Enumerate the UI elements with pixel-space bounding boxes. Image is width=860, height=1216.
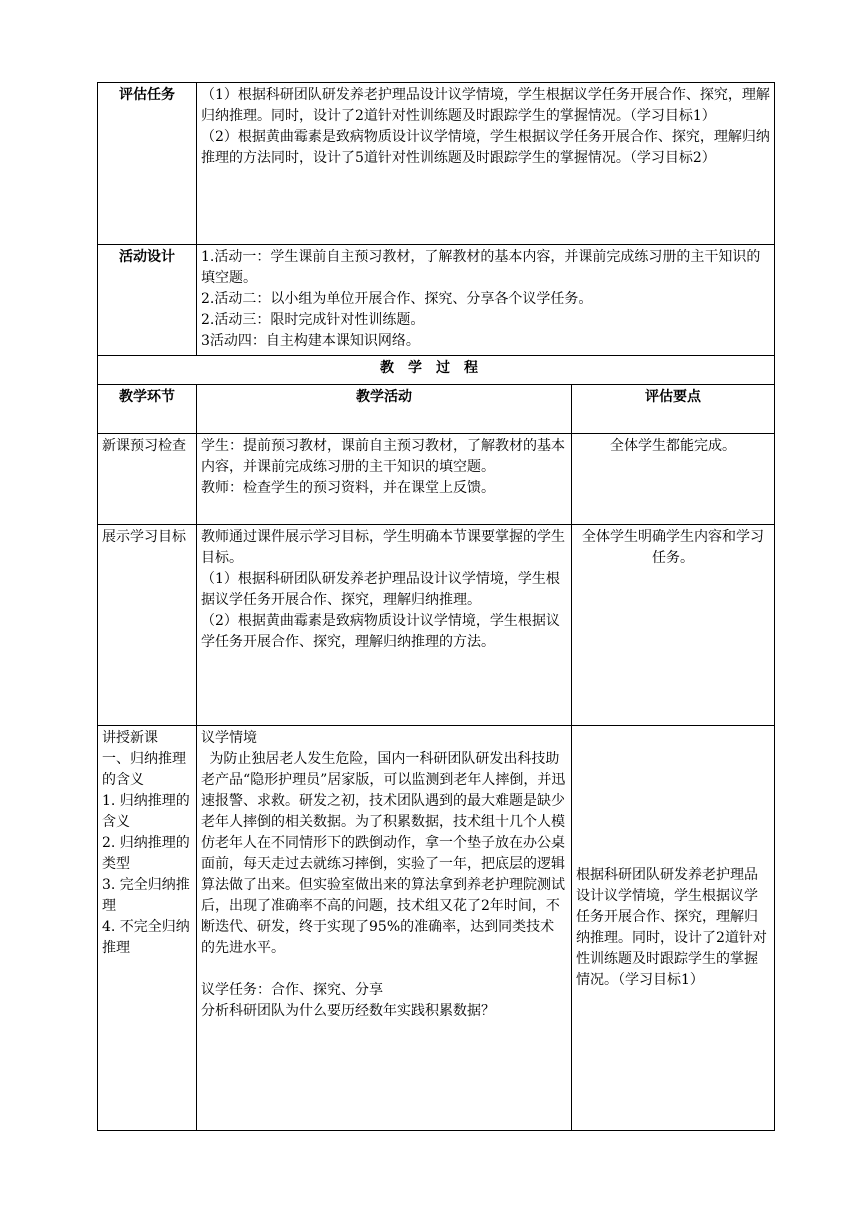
assessment-row <box>98 83 775 245</box>
activity-item: 3活动四：自主构建本课知识网络。 <box>201 333 420 349</box>
stage-cell <box>98 525 197 726</box>
process-title-row <box>98 356 775 385</box>
activity-text: 教师通过课件展示学习目标，学生明确本节课要掌握的学生目标。 <box>201 529 565 566</box>
column-header-eval: 评估要点 <box>572 385 775 434</box>
activity-text: 教师：检查学生的预习资料，并在课堂上反馈。 <box>201 480 495 496</box>
stage-text: 新课预习检查 <box>102 438 186 454</box>
task-text: 分析科研团队为什么要历经数年实践积累数据？ <box>201 1003 495 1019</box>
spacer <box>201 959 567 980</box>
stage-text: 1. 归纳推理的含义 <box>102 793 190 830</box>
eval-cell: 根据科研团队研发养老护理品设计议学情境，学生根据议学任务开展合作、探究，理解归纳推理。同时，设计了2道针对性训练题及时跟踪学生的掌握情况。（学习目标1） <box>572 726 775 1131</box>
stage-text: 2. 归纳推理的类型 <box>102 835 190 872</box>
assessment-content <box>197 83 775 245</box>
stage-cell <box>98 726 197 1131</box>
activity-cell <box>197 525 572 726</box>
activity-heading: 议学情境 <box>201 730 257 746</box>
assessment-label: 评估任务 <box>98 83 197 245</box>
stage-text: 展示学习目标 <box>102 529 186 545</box>
activity-text: （2）根据黄曲霉素是致病物质设计议学情境，学生根据议学任务开展合作、探究，理解归纳推理的方法。 <box>201 613 560 650</box>
assessment-item: （1）根据科研团队研发养老护理品设计议学情境，学生根据议学任务开展合作、探究，理解归纳推理。同时，设计了2道针对性训练题及时跟踪学生的掌握情况。（学习目标1） <box>201 87 770 124</box>
activity-text: （1）根据科研团队研发养老护理品设计议学情境，学生根据议学任务开展合作、探究，理解归纳推理。 <box>201 571 560 608</box>
activity-label: 活动设计 <box>98 245 197 356</box>
stage-text: 讲授新课 <box>102 730 158 746</box>
activity-item: 2.活动二：以小组为单位开展合作、探究、分享各个议学任务。 <box>201 291 593 307</box>
eval-cell: 全体学生都能完成。 <box>572 434 775 525</box>
activity-row <box>98 245 775 356</box>
activity-cell <box>197 726 572 1131</box>
lesson-plan-table <box>97 82 775 1131</box>
column-header-activity: 教学活动 <box>197 385 572 434</box>
activity-content <box>197 245 775 356</box>
activity-item: 2.活动三：限时完成针对性训练题。 <box>201 312 425 328</box>
eval-cell: 全体学生明确学生内容和学习任务。 <box>572 525 775 726</box>
table-row <box>98 434 775 525</box>
stage-text: 一、归纳推理的含义 <box>102 751 186 788</box>
activity-text: 学生：提前预习教材，课前自主预习教材，了解教材的基本内容，并课前完成练习册的主干知识的填空题。 <box>201 438 565 475</box>
table-row <box>98 726 775 1131</box>
stage-text: 3. 完全归纳推理 <box>102 877 190 914</box>
table-row <box>98 525 775 726</box>
activity-cell <box>197 434 572 525</box>
column-header-stage: 教学环节 <box>98 385 197 434</box>
assessment-item: （2）根据黄曲霉素是致病物质设计议学情境，学生根据议学任务开展合作、探究，理解归纳推理的方法同时，设计了5道针对性训练题及时跟踪学生的掌握情况。（学习目标2） <box>201 129 770 166</box>
activity-text: 为防止独居老人发生危险，国内一科研团队研发出科技助老产品“隐形护理员”居家版，可以监测到老年人摔倒，并迅速报警、求救。研发之初，技术团队遇到的最大难题是缺少老年人摔倒的相关数据。为了积累数据，技术组十几个人模仿老年人在不同情形下的跌倒动作，拿一个垫子放在办公桌面前，每天走过去就练习摔倒，实验了一年，把底层的逻辑算法做了出来。但实验室做出来的算法拿到养老护理院测试后，出现了准确率不高的问题，技术组又花了2年时间，不断迭代、研发，终于实现了95%的准确率，达到同类技术的先进水平。 <box>201 751 566 956</box>
stage-cell <box>98 434 197 525</box>
activity-item: 1.活动一：学生课前自主预习教材，了解教材的基本内容，并课前完成练习册的主干知识的填空题。 <box>201 249 761 286</box>
task-heading: 议学任务：合作、探究、分享 <box>201 982 383 998</box>
process-title: 教学过程 <box>98 356 775 385</box>
stage-text: 4. 不完全归纳推理 <box>102 919 190 956</box>
header-row <box>98 385 775 434</box>
